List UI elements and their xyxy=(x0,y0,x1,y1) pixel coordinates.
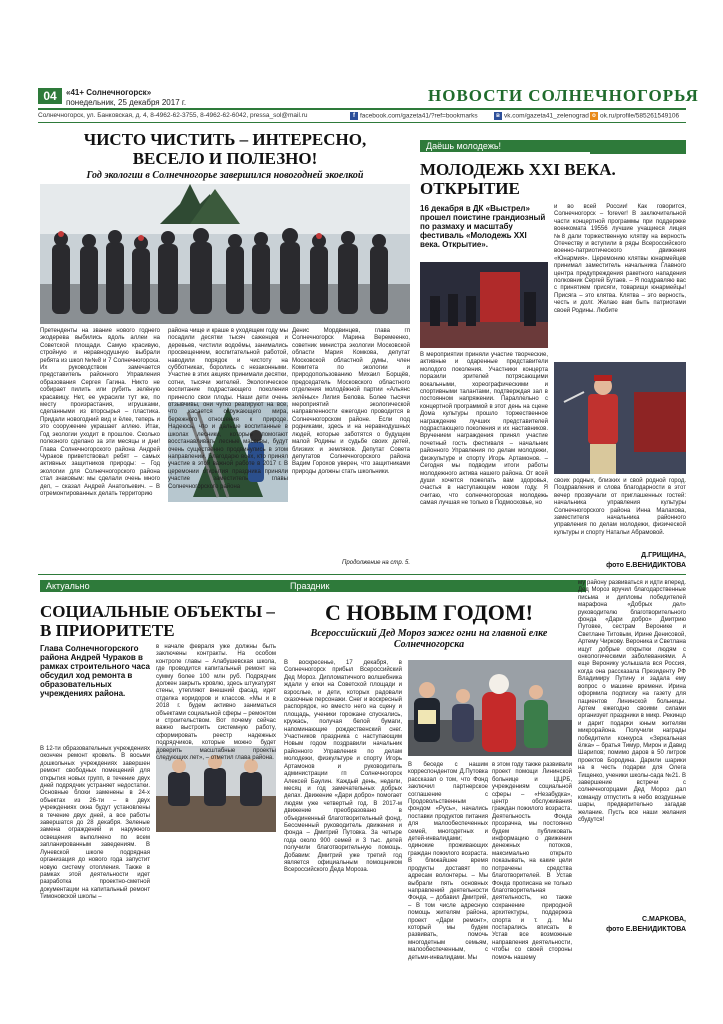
article1-title xyxy=(40,130,410,168)
article3-title xyxy=(40,602,280,640)
article2-tag-bar xyxy=(590,140,686,154)
article2-title-line1: МОЛОДЕЖЬ XXI ВЕКА. xyxy=(420,160,616,179)
article2-rubric-tag: Даёшь молодежь! xyxy=(420,140,602,152)
article2-column-right-bottom: своих родных, близких и свой родной город. Поздравления и слова благодарности в этот вечер прозвучали от приглашенных гостей: начальника управления культуры Солнечногорского района Инна Малахова, заместителя начальника районного управления по делам молодежи, физической культуры и спорту Натальи Абрамовой. xyxy=(554,478,686,536)
page-number: 04 xyxy=(38,88,62,104)
article4-title: С НОВЫМ ГОДОМ! xyxy=(325,600,533,625)
vk-link[interactable] xyxy=(494,112,589,120)
vk-icon: в xyxy=(494,112,502,120)
article4-column1: В воскресенье, 17 декабря, в Солнечногорск прибыл Всероссийский Дед Мороз. Дипломатичного волшебника ждали у елки на Советской площади и взрослые, и дети, которых радовали сказочные персонажи. Снег и воскресный распорядок, но вместо него на сцену и площадь, ученики горожане спускались, кружась, получая белой бумаги, напоминающие рождественский снег. Участников праздника с наступающим Новым годом поздравили начальник районного Управления по делам молодежи, физкультуре и спорту Игорь Артамонов и руководитель администрации гп Солнечногорск Алексей Баулин. Каждый день, недели, месяц и год замечательных добрых делах. Движение «Дари добро» помогает людям уже четвертый год. В 2017-м движение преобразовано в объединенный благотворительный фонд. Бессменный руководитель движения и фонда – Дмитрий Путовка. За четыре года около 900 семей и 3 тыс. детей получили благотворительную помощь. Добавим: Дмитрий уже третий год является официальным помощником Всероссийского Деда Мороза. xyxy=(284,660,402,874)
article2-signature: Д.ГРИЩИНА, xyxy=(641,552,686,559)
article2-photo-stage xyxy=(420,262,548,348)
article2-lead: 16 декабря в ДК «Выстрел» прошел поистине грандиозный по размаху и масштабу фестиваль «Молодежь XXI века. Открытие». xyxy=(420,204,546,249)
article2-column-left: В мероприятии приняли участие творческие, активные и одаренные представители молодого поколения. Участники концерта поразили зрителей потрясающими вокальными, хореографическими и спортивными талантами, подтверждая зал в постоянном напряжении. Параллельно с концертной программой в этот день на сцене Дома культуры прошло торжественное награждение лучших представителей подрастающего поколения и их наставников. Вручением награждения принял участие почетный гость фестиваля – начальник районного Управления по делам молодежи, физкультуре и спорту Игорь Артамонов. – Сегодня мы подводим итоги работы молодежного актива нашего района. От всей души хочется пожелать вам здоровья, счастья в наступающем новом году. Я считаю, что солнечногорская молодежь самая лучшая не только в Подмосковье, но xyxy=(420,352,548,507)
ok-icon: o xyxy=(590,112,598,120)
article1-subtitle: Год экологии в Солнечногорье завершился новогодней экоелкой xyxy=(86,170,364,181)
ok-link[interactable] xyxy=(590,112,679,120)
article1-title-line1: ЧИСТО ЧИСТИТЬ – ИНТЕРЕСНО, xyxy=(83,130,367,149)
article4-signature: С.МАРКОВА, xyxy=(642,916,686,923)
article2-photo-cadet xyxy=(554,362,686,474)
article1-column2: района чище и краше в уходящем году мы посадили десятки тысяч саженцев и деревьев, чистили водоёмы, занимались просвещением, воспитательной работой, наводили порядок и чистоту на субботниках, боролись с незаконными. Участие в этих акциях принимали десятки, сотни, тысячи жителей. Экологическое воспитание подрастающего поколения принесло свои плоды. Наши дети очень отзывчивы, они чутко реагируют на все, что касается окружающего мира, бережного отношения к природе. Надеюсь, что и дальше воспитанные в школах лесники, которые помогают восстанавливать лесные массивы, будут очень существенно продвинулись в этом направлении. Благодарю всех, кто принял участие в этой важной работе в 2017 г. В церемонии открытия праздника приняли участие заместитель главы Солнечногорского района xyxy=(168,328,288,490)
header-rule xyxy=(38,108,686,110)
editorial-address: Солнечногорск, ул. Банковская, д. 4, 8-4962-62-3755, 8-4962-62-6042, pressa_sol@mail.ru xyxy=(38,112,308,119)
section-rubric: НОВОСТИ СОЛНЕЧНОГОРЬЯ xyxy=(428,86,699,105)
article4-column2: В беседе с нашим корреспондентом Д.Путовка рассказал о том, что Фонд заключил партнерское соглашение с Продовольственным фондом «Русь», начались поставки продуктов питания для малообеспеченных семей, многодетных и детей-инвалидами; одинокие проживающих граждан пожилого возраста. В ближайшее время продукты доставят по адресам волонтеры. – Мы выбрали пять основных направлений деятельности Фонда, – добавил Дмитрий, – В том числе адресную помощь жителям района, проект «Дари ремонт», который мы будем развивать, помочь многодетным семьям, малообеспеченным, с детьми-инвалидами. Мы xyxy=(408,762,488,961)
article4-subtitle xyxy=(284,628,574,650)
article3-column1: В 12-ти образовательных учреждениях окончен ремонт кровель. В восьми дошкольных учреждениях завершен ремонт свободных помещений для открытия новых групп, в течение двух дней подрядчик устраняет недостатки. Основные блоки заменены в 24-х объектах из 26-ти – в двух учреждениях окна будут установлены в течение двух дней, а все работы завершатся до 28 декабря. Зеленые замена ограждений и наружного освещения выполнено по всем запланированным заведениям. В Луневской школе подрядная организация до нового года запустит новую систему отопления. Также в рамках этой деятельности идет разработка проектно-сметной документации на капитальный ремонт Тимоновской школы – xyxy=(40,746,150,901)
article4-photo-credit: фото Е.ВЕНИДИКТОВА xyxy=(606,926,686,933)
article3-rubric-tag: Актуально xyxy=(40,580,284,592)
facebook-icon: f xyxy=(350,112,358,120)
ok-url: ok.ru/profile/585261549106 xyxy=(600,112,680,120)
article4-subtitle-line2: Солнечногорска xyxy=(393,639,465,650)
article4-photo-santa xyxy=(408,660,572,756)
article2-photo-credit: фото Е.ВЕНИДИКТОВА xyxy=(606,562,686,569)
article3-lead: Глава Солнечногорского района Андрей Чураков в рамках строительного часа обсудил ход ремонта в образовательных учреждениях района. xyxy=(40,644,150,698)
article1-column3: Денис Мордвинцев, глава гп Солнечногорск Марина Веремеенко, советник министра экологии Московской области Мария Комкова, депутат Московской областной думы, член Комитета по экологии и природопользованию Михаил Борщёв, председатель Московского областного отделения молодёжной партии «Альянс зелёных» Лилия Белова. Более тысячи мероприятий экологической направленности ежегодно проводится в Солнечногорском районе. Если под родниками, здесь и на неравнодушных людей, которые заботятся о будущем малой Родины и судьбе своих детей, близких и земляков. Депутат Совета депутатов Солнечногорского района Вадим Горохов уверен, что защитниками природы должны стать школьники. xyxy=(292,328,410,475)
article1-photo-group xyxy=(40,184,410,324)
article2-title xyxy=(420,160,680,198)
article1-column1: Претенденты на звание нового годнего экодерева выбились вдоль аллеи на Советской площади. Самую красивую, стройную и неравнодушную выбрали ребята из школ №№8 и 7 Солнечногорска. Их руководством замечается представитель районного Управления образования Сергея Гагина. Никто не собирает пилить или рубить зелёную красавицу. Нет, ее украсили тут же, по месту произрастания, игрушками, сделанными из вторсырья – пластика. Придали новогодний вид и ёлке, теперь и это сооружение украшает аллею. Итак, Год экологии уходит в прошлое. Сколько полезного сделано за эти месяцы и дни! Глава Солнечногорского района Андрей Чураков приветствовал ребят – самых активных защитников природы: – Год экологии для Солнечногорского района стал знаковым: мы сделали очень много дел, – сказал Андрей Анатольевич. – В отремонтированных делать территорию xyxy=(40,328,160,497)
article3-title-line1: СОЦИАЛЬНЫЕ ОБЪЕКТЫ – xyxy=(40,602,275,621)
article2-title-line2: ОТКРЫТИЕ xyxy=(420,179,520,198)
article4-column4: му району развиваться и идти вперед. Дед Мороз вручил благодарственные письма и дипломы победителей марафона «Добрых дел» руководителю благотворительного фонда «Дари добро» Дмитрию Путовке, сестрам Веронике и Светлане Титовым, Ирине Денисовой, Артему Чиркову. Вероника и Светлана ищут добрые открытки людям с онкологическими заболеваниями. А еще Веронику услышала вся Россия, когда она рассказала Президенту РФ Владимиру Путину и задала ему вопрос о машине времени. Ирина оформила подписку на газету для пациентов Лининской больницы. Артем ежегодно своими силами организует праздники в микр. Рекинцо и дарит подарки юным жителям микрорайона. Получили награды победители конкурса «Зеркальная ёлка» – братья Тимур, Мирон и Давид Шарипов; помимо даров в 50 литров проектов Бородина. Дарили шарики на в честь подарки для Олега Тищенко, ученики школы-сада №21. В завершение встречи с солнечногорцами Дед Мороз дал команду отпустить в небо воздушные шары, предварительно загадав желание. Пусть все наши желания сбудутся! xyxy=(578,580,686,823)
paper-name: «41+ Солнечногорск» xyxy=(66,88,152,97)
facebook-url: facebook.com/gazeta41/?ref=bookmarks xyxy=(360,112,478,120)
article4-rubric-tag: Праздник xyxy=(284,580,586,592)
header-rule-thin xyxy=(38,122,686,123)
article1-title-line2: ВЕСЕЛО И ПОЛЕЗНО! xyxy=(132,149,318,168)
article4-column3: в этом году также развивали проект помощи Лининской больнице и ЦЦРБ, учреждениям социальной сферы – «Незабудка», центр обслуживания граждан пожилого возраста. Деятельность Фонда прозрачна, мы постоянно будем публиковать информацию о движении денежных потоков, максимально открыто показывать, на какие цели потрачены средства благотворителей. В Устав Фонда прописана не только благотворительная деятельность, но также сохранение природной архитектуры, поддержка спорта и т. д. Мы постарались вписать в Устав все возможные направления деятельности, чтобы со своей стороны помочь нашему xyxy=(492,762,572,961)
article3-title-line2: В ПРИОРИТЕТЕ xyxy=(40,621,175,640)
article4-subtitle-line1: Всероссийский Дед Мороз зажег огни на главной елке xyxy=(310,628,548,639)
article3-column2: в начале февраля уже должны быть заключены контракты. На особом контроле главы – Алабушевская школа, где проводится капитальный ремонт на сумму более 100 млн руб. Подрядчик должен закрыть кровлю, здесь штукатурят стены, утепляют внешний фасад, идет отделка коридоров и классов. «Мы и в 2018 г. будем активно заниматься объектами социальной сферы – ремонтом и строительством. Вот почему сейчас важно выстроить системную работу, сформировать реестр надежных подрядчиков, которые можно будет доверить масштабные проекты следующих лет», – отметил глава района. xyxy=(156,644,276,762)
facebook-link[interactable] xyxy=(350,112,478,120)
section-divider xyxy=(38,574,686,575)
vk-url: vk.com/gazeta41_zelenograd xyxy=(504,112,589,120)
article1-column2-bottom xyxy=(168,504,288,556)
issue-date: понедельник, 25 декабря 2017 г. xyxy=(66,98,187,107)
article1-continuation: Продолжение на стр. 5. xyxy=(342,560,410,566)
article2-column-right-top: и во всей России! Как говорится, Солнечногорск – forever! В заключительной части концертной программы при поддержке военкомата 19556 лучшие учащиеся лицея №8 дали торжественную клятву на верность Отечеству и вступили в ряды Всероссийского военно-патриотического движения «Юнармия». Церемонию клятвы юнармейцев принимал заместитель начальника Главного центра предупреждения ракетного нападения полковник Сергей Бутаев. – Я поздравляю вас с принятием присяги, товарищи юнармейцы! Присяга – это клятва. Клятва – это верность, честь и долг. Желаю вам быть патриотами своей Родины. Любите xyxy=(554,204,686,314)
